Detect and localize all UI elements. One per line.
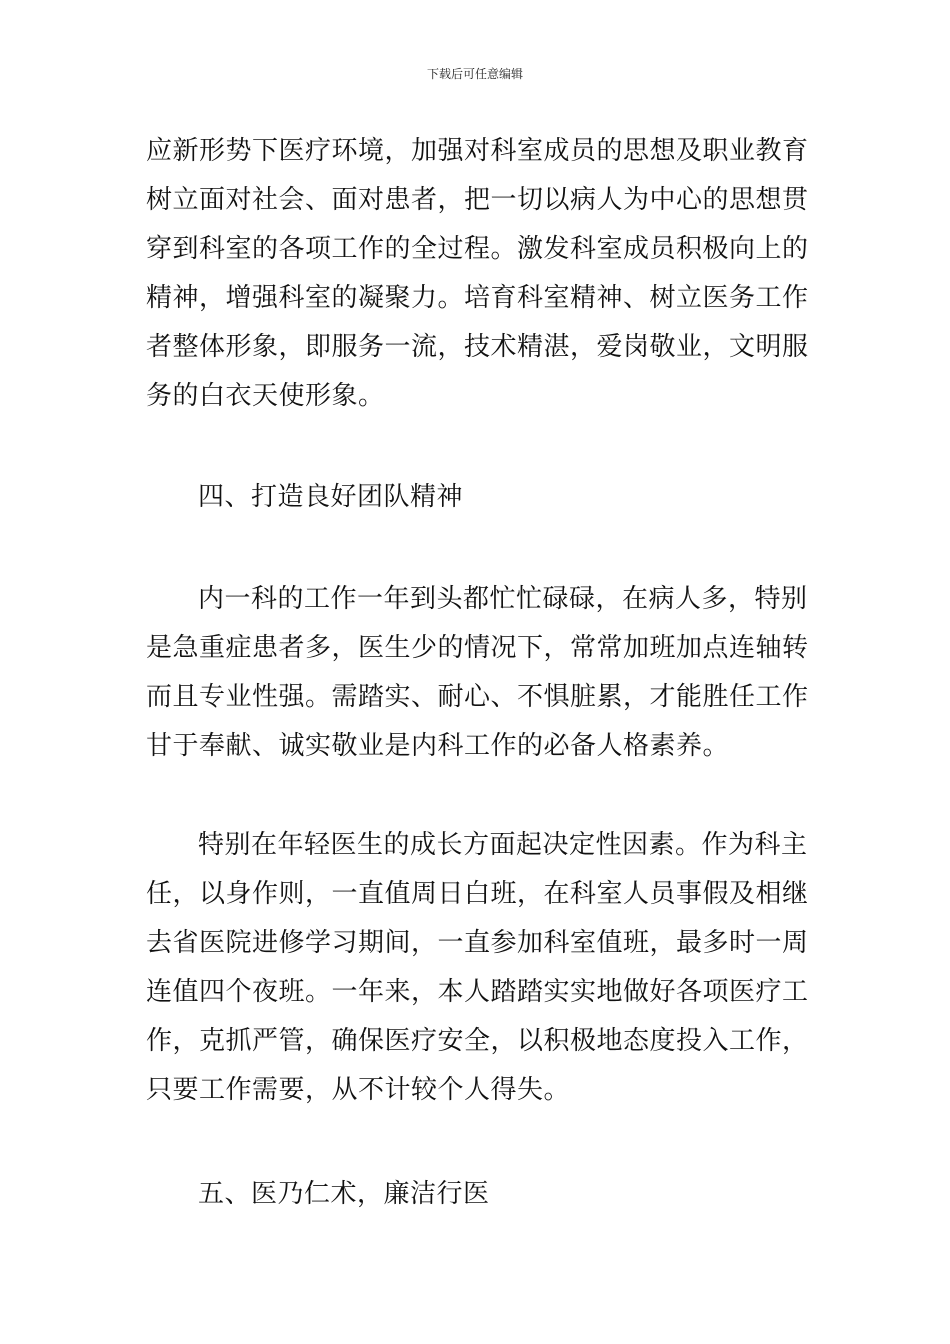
paragraph-line: 者整体形象，即服务一流，技术精湛，爱岗敬业，文明服 (146, 332, 809, 362)
paragraph-line: 穿到科室的各项工作的全过程。激发科室成员积极向上的 (146, 234, 809, 264)
paragraph-2 (146, 575, 816, 771)
paragraph-line: 是急重症患者多，医生少的情况下，常常加班加点连轴转 (146, 633, 809, 663)
section-heading-4: 四、打造良好团队精神 (198, 482, 464, 512)
paragraph-line: 应新形势下医疗环境，加强对科室成员的思想及职业教育 (146, 136, 809, 166)
paragraph-3 (146, 821, 816, 1115)
header-note: 下载后可任意编辑 (426, 67, 523, 81)
section-heading-5: 五、医乃仁术，廉洁行医 (198, 1179, 490, 1209)
paragraph-line: 务的白衣天使形象。 (146, 381, 385, 411)
paragraph-line: 作，克抓严管，确保医疗安全，以积极地态度投入工作， (146, 1026, 809, 1056)
paragraph-line: 去省医院进修学习期间，一直参加科室值班，最多时一周 (146, 928, 809, 958)
paragraph-line: 精神，增强科室的凝聚力。培育科室精神、树立医务工作 (146, 283, 809, 313)
paragraph-line: 只要工作需要，从不计较个人得失。 (146, 1075, 571, 1105)
paragraph-line: 特别在年轻医生的成长方面起决定性因素。作为科主 (198, 830, 808, 860)
paragraph-line: 树立面对社会、面对患者，把一切以病人为中心的思想贯 (146, 185, 809, 215)
paragraph-line: 内一科的工作一年到头都忙忙碌碌，在病人多，特别 (198, 584, 808, 614)
paragraph-line: 任，以身作则，一直值周日白班，在科室人员事假及相继 (146, 879, 809, 909)
paragraph-1 (146, 127, 816, 421)
paragraph-line: 而且专业性强。需踏实、耐心、不惧脏累，才能胜任工作 (146, 682, 809, 712)
section-heading-5-block (146, 1170, 816, 1219)
paragraph-line: 连值四个夜班。一年来，本人踏踏实实地做好各项医疗工 (146, 977, 809, 1007)
section-heading-4-block (146, 473, 816, 522)
paragraph-line: 甘于奉献、诚实敬业是内科工作的必备人格素养。 (146, 731, 730, 761)
